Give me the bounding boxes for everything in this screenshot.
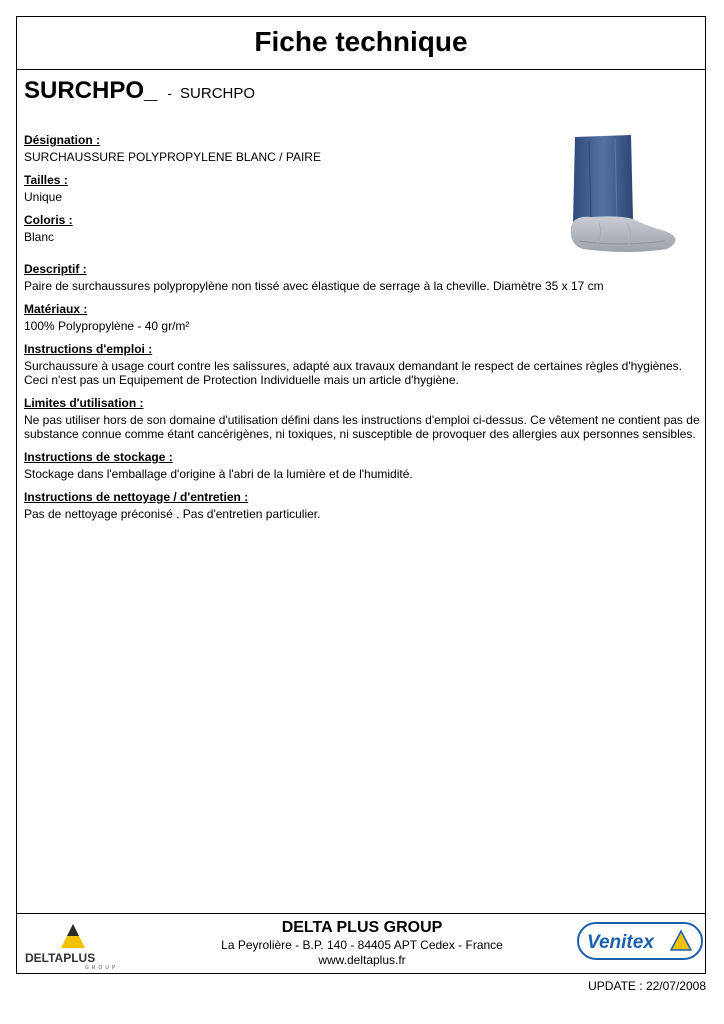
- designation-value: SURCHAUSSURE POLYPROPYLENE BLANC / PAIRE: [24, 150, 321, 164]
- company-website[interactable]: www.deltaplus.fr: [318, 953, 406, 967]
- product-reference: [24, 77, 255, 105]
- coloris-label: Coloris :: [24, 213, 73, 227]
- deltaplus-logo-sub: GROUP: [85, 965, 119, 970]
- limites-value: Ne pas utiliser hors de son domaine d'utilisation défini dans les instructions d'emploi ci-dessus. Ce vêtement ne contient pas de substance connue comme étant cancérigènes, ni toxiques, ni susceptible de provoquer des allergies aux personnes sensibles.: [24, 413, 700, 441]
- nettoyage-value: Pas de nettoyage préconisé . Pas d'entretien particulier.: [24, 507, 321, 521]
- section-descriptif: [24, 262, 700, 293]
- ref-separator: -: [167, 85, 173, 101]
- page-title: Fiche technique: [254, 26, 468, 57]
- descriptif-value: Paire de surchaussures polypropylène non tissé avec élastique de serrage à la cheville. Diamètre 35 x 17 cm: [24, 279, 604, 293]
- company-address: La Peyrolière - B.P. 140 - 84405 APT Cedex - France: [221, 938, 503, 952]
- product-name: SURCHPO: [180, 85, 256, 102]
- section-instructions-emploi: [24, 342, 700, 387]
- update-label: UPDATE :: [588, 979, 643, 993]
- content-area: [24, 133, 700, 530]
- materiaux-label: Matériaux :: [24, 302, 88, 316]
- stockage-value: Stockage dans l'emballage d'origine à l'abri de la lumière et de l'humidité.: [24, 467, 413, 481]
- section-stockage: [24, 450, 700, 481]
- deltaplus-logo: [21, 920, 133, 970]
- limites-label: Limites d'utilisation :: [24, 396, 144, 410]
- section-designation: [24, 133, 700, 164]
- company-name: DELTA PLUS GROUP: [281, 919, 443, 936]
- venitex-logo-text: Venitex: [587, 932, 654, 953]
- section-nettoyage: [24, 490, 700, 521]
- section-coloris: [24, 213, 700, 244]
- company-info: [187, 918, 537, 968]
- materiaux-value: 100% Polypropylène - 40 gr/m²: [24, 319, 190, 333]
- title-bar: [17, 17, 705, 70]
- section-materiaux: [24, 302, 700, 333]
- footer: [17, 913, 705, 974]
- designation-label: Désignation :: [24, 133, 101, 147]
- update-value: 22/07/2008: [645, 979, 706, 993]
- stockage-label: Instructions de stockage :: [24, 450, 173, 464]
- section-tailles: [24, 173, 700, 204]
- venitex-logo: [577, 922, 703, 962]
- instructions-emploi-line1: Surchaussure à usage court contre les salissures, adapté aux travaux demandant le respect de certaines règles d'hygiènes.: [24, 359, 683, 373]
- tailles-label: Tailles :: [24, 173, 68, 187]
- coloris-value: Blanc: [24, 230, 55, 244]
- technical-sheet: [16, 16, 706, 974]
- instructions-emploi-line2: Ceci n'est pas un Equipement de Protection Individuelle mais un article d'hygiène.: [24, 373, 459, 387]
- section-limites: [24, 396, 700, 441]
- descriptif-label: Descriptif :: [24, 262, 87, 276]
- update-date: [588, 979, 706, 993]
- product-code: SURCHPO_: [24, 77, 158, 104]
- deltaplus-logo-text: DELTAPLUS: [25, 951, 96, 965]
- tailles-value: Unique: [24, 190, 63, 204]
- delta-triangle-tip-icon: [67, 924, 79, 936]
- instructions-emploi-label: Instructions d'emploi :: [24, 342, 153, 356]
- nettoyage-label: Instructions de nettoyage / d'entretien :: [24, 490, 249, 504]
